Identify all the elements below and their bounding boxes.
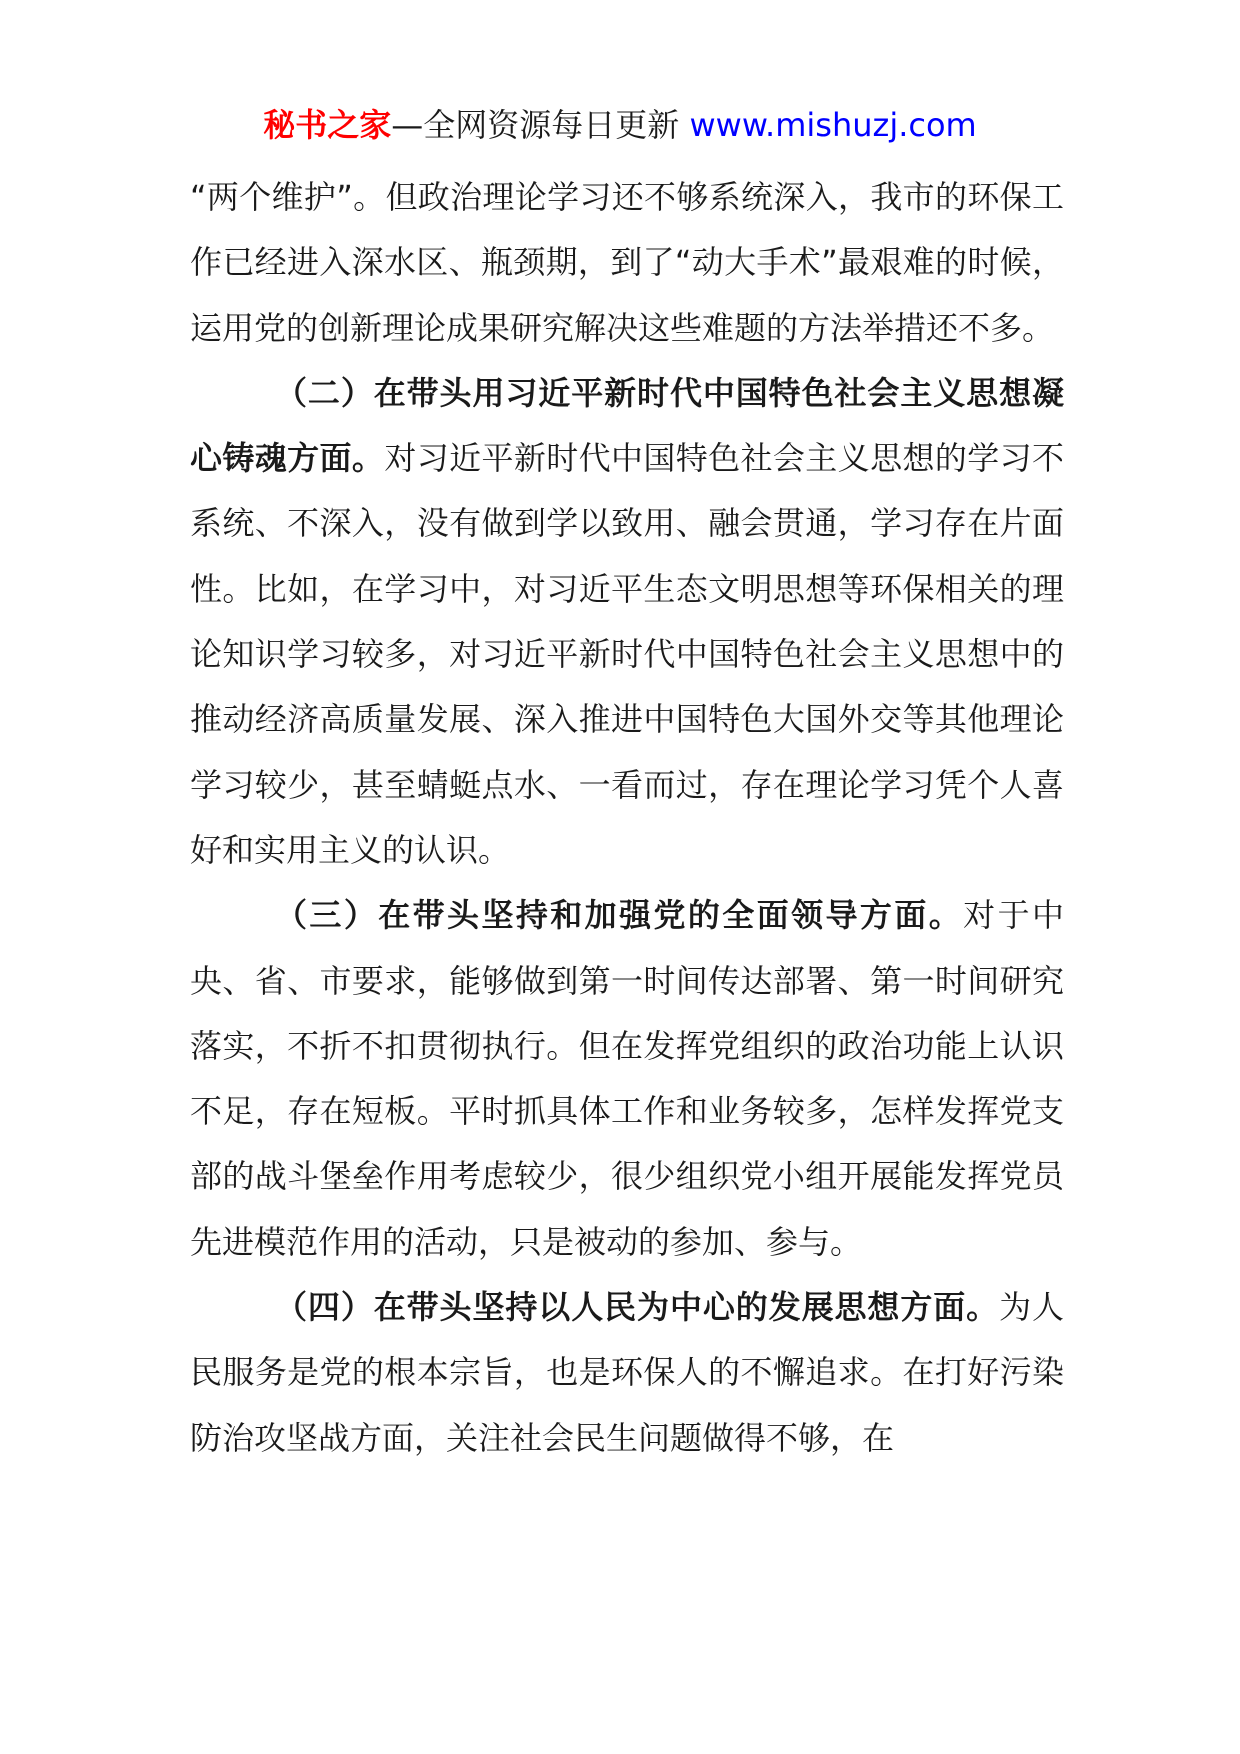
section-heading: （三）在带头坚持和加强党的全面领导方面。 xyxy=(275,896,964,935)
document-body xyxy=(190,165,1064,1471)
section-heading: （二）在带头用习近平新时代中国特色社会主义思想凝心铸魂方面。 xyxy=(190,373,1064,478)
paragraph-text: “两个维护”。但政治理论学习还不够系统深入，我市的环保工作已经进入深水区、瓶颈期，到了“动大手术”最艰难的时候，运用党的创新理论成果研究解决这些难题的方法举措还不多。 xyxy=(190,178,1064,347)
paragraph-section-3 xyxy=(190,883,1064,1275)
paragraph-section-4 xyxy=(190,1275,1064,1471)
header-tagline: —全网资源每日更新 xyxy=(391,106,680,144)
site-url-link[interactable]: www.mishuzj.com xyxy=(689,106,977,144)
paragraph-text: 为人民服务是党的根本宗旨，也是环保人的不懈追求。在打好污染防治攻坚战方面，关注社会民生问题做得不够，在 xyxy=(190,1288,1064,1457)
paragraph-text: 对习近平新时代中国特色社会主义思想的学习不系统、不深入，没有做到学以致用、融会贯通，学习存在片面性。比如，在学习中，对习近平生态文明思想等环保相关的理论知识学习较多，对习近平新时代中国特色社会主义思想中的推动经济高质量发展、深入推进中国特色大国外交等其他理论学习较少，甚至蜻蜓点水、一看而过，存在理论学习凭个人喜好和实用主义的认识。 xyxy=(190,439,1064,869)
site-header xyxy=(0,103,1240,147)
section-heading: （四）在带头坚持以人民为中心的发展思想方面。 xyxy=(275,1288,1000,1327)
paragraph-text: 对于中央、省、市要求，能够做到第一时间传达部署、第一时间研究落实，不折不扣贯彻执行。但在发挥党组织的政治功能上认识不足，存在短板。平时抓具体工作和业务较多，怎样发挥党支部的战斗堡垒作用考虑较少，很少组织党小组开展能发挥党员先进模范作用的活动，只是被动的参加、参与。 xyxy=(190,896,1064,1261)
paragraph-section-2 xyxy=(190,361,1064,883)
brand-name: 秘书之家 xyxy=(263,106,392,144)
paragraph-continuation xyxy=(190,165,1064,361)
